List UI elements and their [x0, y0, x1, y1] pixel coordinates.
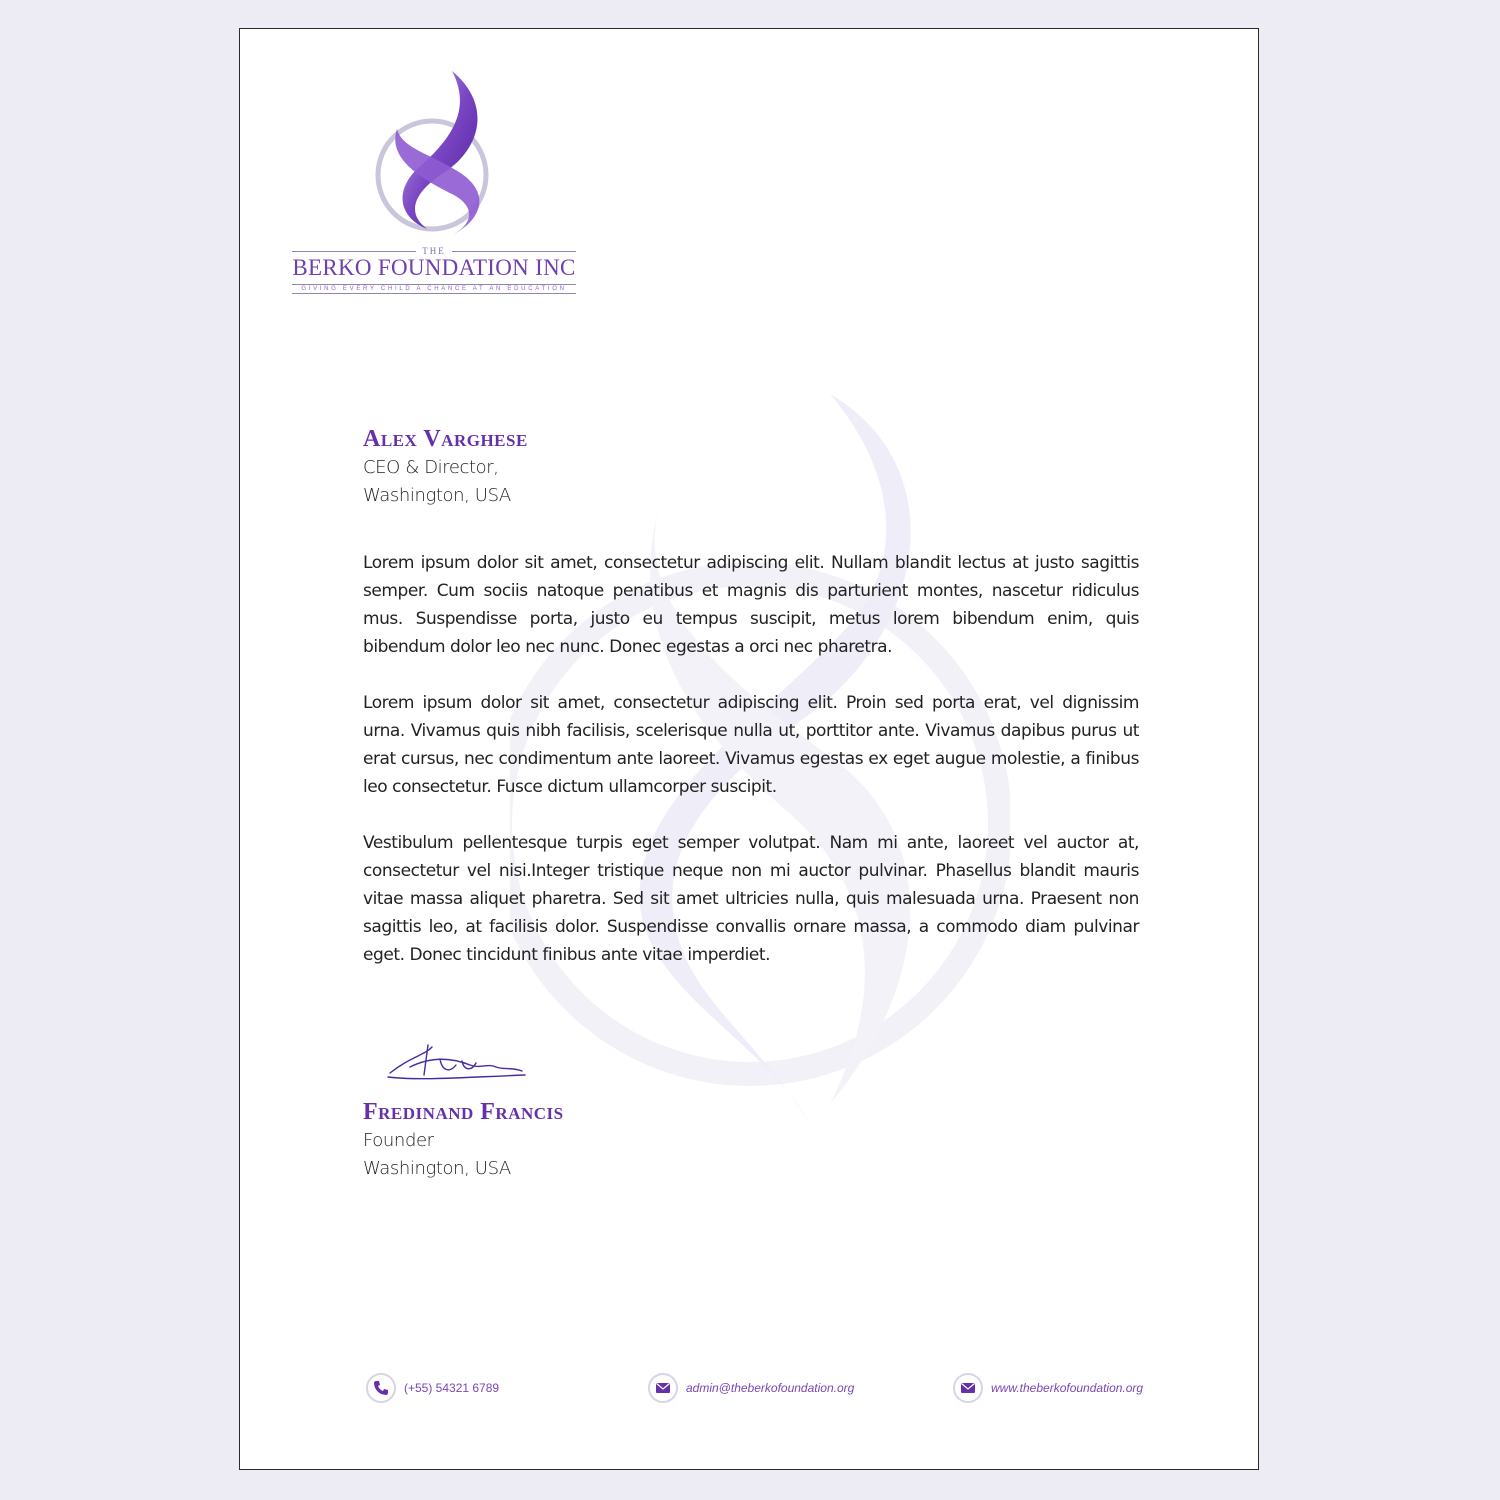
body-paragraph: Vestibulum pellentesque turpis eget semper volutpat. Nam mi ante, laoreet vel auctor at, consectetur vel nisi.Integer tristique neque non mi auctor pulvinar. Phasellus blandit mauris vitae massa aliquet pharetra. Sed sit amet ultricies nulla, quis malesuada urna. Praesent non sagittis leo, at facilisis dolor. Suspendisse convallis ornare massa, a commodo diam pulvinar eget. Donec tincidunt finibus ante vitae imperdiet.: [363, 833, 1139, 965]
recipient-block: [363, 424, 528, 510]
body-paragraph: Lorem ipsum dolor sit amet, consectetur adipiscing elit. Nullam blandit lectus at justo sagittis semper. Cum sociis natoque penatibus et magnis dis parturient montes, nascetur ridiculus mus. Suspendisse porta, justo eu tempus suscipit, metus lorem bibendum enim, quis bibendum dolor leo nec nunc. Donec egestas a orci nec pharetra.: [363, 553, 1139, 657]
logo-the: THE: [422, 246, 446, 256]
letterhead-page: [239, 28, 1259, 1470]
foundation-logo: [292, 69, 582, 304]
footer-website: [953, 1371, 1143, 1405]
mail-icon: [953, 1373, 983, 1403]
mail-icon: [648, 1373, 678, 1403]
ribbon-emblem-icon: [372, 69, 502, 239]
handwritten-signature: [380, 1037, 530, 1087]
website-url[interactable]: www.theberkofoundation.org: [991, 1381, 1144, 1395]
signer-block: [363, 1097, 564, 1183]
footer-phone: [366, 1371, 499, 1405]
signer-location: Washington, USA: [363, 1158, 511, 1179]
signer-name: Fredinand Francis: [363, 1099, 564, 1125]
phone-number: (+55) 54321 6789: [404, 1381, 500, 1395]
phone-icon: [366, 1373, 396, 1403]
recipient-title: CEO & Director,: [363, 457, 499, 478]
body-paragraph: Lorem ipsum dolor sit amet, consectetur adipiscing elit. Proin sed porta erat, vel dignissim urna. Vivamus quis nibh facilisis, scelerisque nulla ut, porttitor ante. Vivamus dapibus purus ut erat cursus, nec condimentum ante laoreet. Vivamus egestas ex eget augue molestie, a finibus leo consectetur. Fusce dictum ullamcorper suscipit.: [363, 693, 1139, 797]
recipient-name: Alex Varghese: [363, 426, 528, 452]
footer-email: [648, 1371, 854, 1405]
logo-tagline: GIVING EVERY CHILD A CHANCE AT AN EDUCATION: [292, 284, 576, 294]
logo-name: BERKO FOUNDATION INC: [292, 255, 576, 280]
letter-body: [363, 549, 1139, 997]
recipient-location: Washington, USA: [363, 485, 511, 506]
email-address[interactable]: admin@theberkofoundation.org: [686, 1381, 855, 1395]
signer-title: Founder: [363, 1130, 434, 1151]
